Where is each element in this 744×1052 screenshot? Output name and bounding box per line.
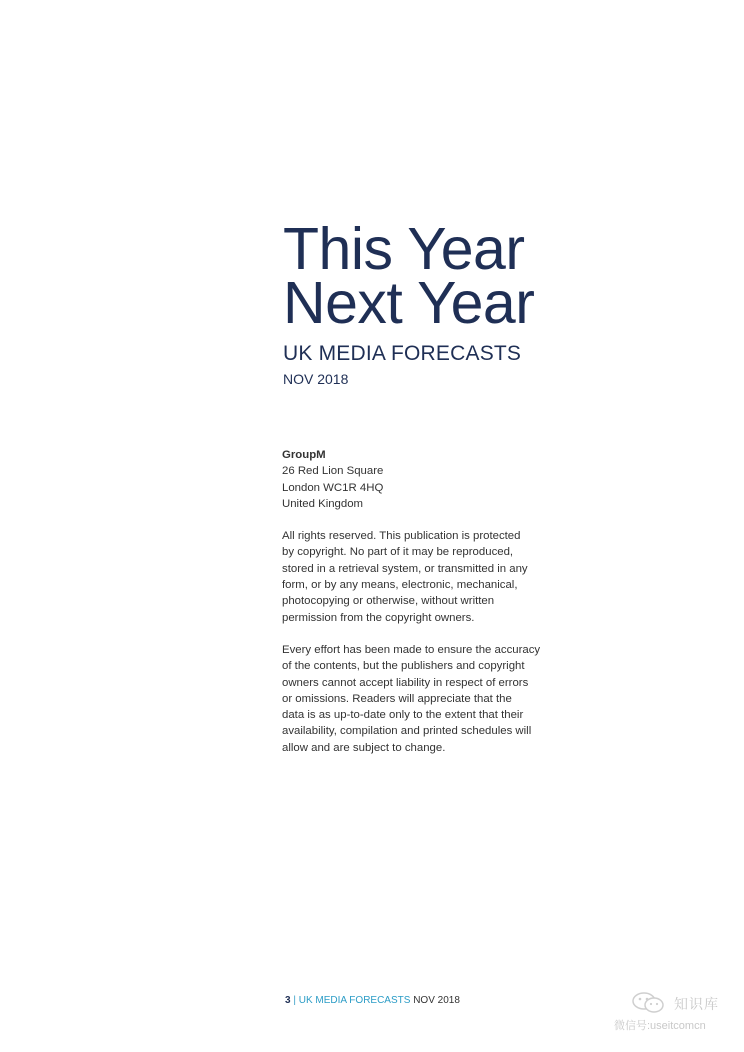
cover-title-block bbox=[283, 216, 535, 388]
page-number: 3 bbox=[285, 995, 291, 1006]
footer-publication: UK MEDIA FORECASTS bbox=[298, 995, 411, 1006]
watermark-title: 知识库 bbox=[674, 996, 719, 1012]
imprint-text bbox=[282, 447, 582, 756]
rights-line: photocopying or otherwise, without written bbox=[282, 595, 495, 608]
disclaimer-line: availability, compilation and printed schedules will bbox=[282, 725, 532, 738]
address-block bbox=[282, 447, 582, 512]
rights-paragraph bbox=[282, 528, 582, 626]
address-line-3: United Kingdom bbox=[282, 497, 364, 510]
disclaimer-line: or omissions. Readers will appreciate that the bbox=[282, 692, 512, 705]
disclaimer-line: owners cannot accept liability in respect of errors bbox=[282, 676, 529, 689]
rights-line: by copyright. No part of it may be reproduced, bbox=[282, 546, 514, 559]
disclaimer-line: of the contents, but the publishers and copyright bbox=[282, 660, 525, 673]
rights-line: stored in a retrieval system, or transmitted in any bbox=[282, 562, 528, 575]
watermark-account: 微信号:useitcomcn bbox=[614, 1020, 706, 1032]
disclaimer-line: Every effort has been made to ensure the accuracy bbox=[282, 643, 541, 656]
title-line-1: This Year bbox=[283, 216, 525, 282]
address-line-1: 26 Red Lion Square bbox=[282, 465, 384, 478]
rights-line: form, or by any means, electronic, mechanical, bbox=[282, 579, 518, 592]
rights-line: All rights reserved. This publication is protected bbox=[282, 530, 521, 543]
footer-separator: | bbox=[293, 995, 296, 1006]
disclaimer-line: data is as up-to-date only to the extent that their bbox=[282, 709, 524, 722]
title-line-2: Next Year bbox=[283, 270, 535, 336]
watermark bbox=[614, 990, 734, 1035]
subtitle: UK MEDIA FORECASTS bbox=[283, 342, 522, 365]
rights-line: permission from the copyright owners. bbox=[282, 611, 475, 624]
publication-date: NOV 2018 bbox=[283, 371, 349, 387]
disclaimer-line: allow and are subject to change. bbox=[282, 741, 446, 754]
address-line-2: London WC1R 4HQ bbox=[282, 481, 384, 494]
wechat-icon bbox=[632, 992, 666, 1017]
company-name: GroupM bbox=[282, 449, 326, 461]
disclaimer-paragraph bbox=[282, 642, 582, 756]
page-footer bbox=[285, 995, 460, 1006]
footer-date: NOV 2018 bbox=[413, 995, 460, 1006]
